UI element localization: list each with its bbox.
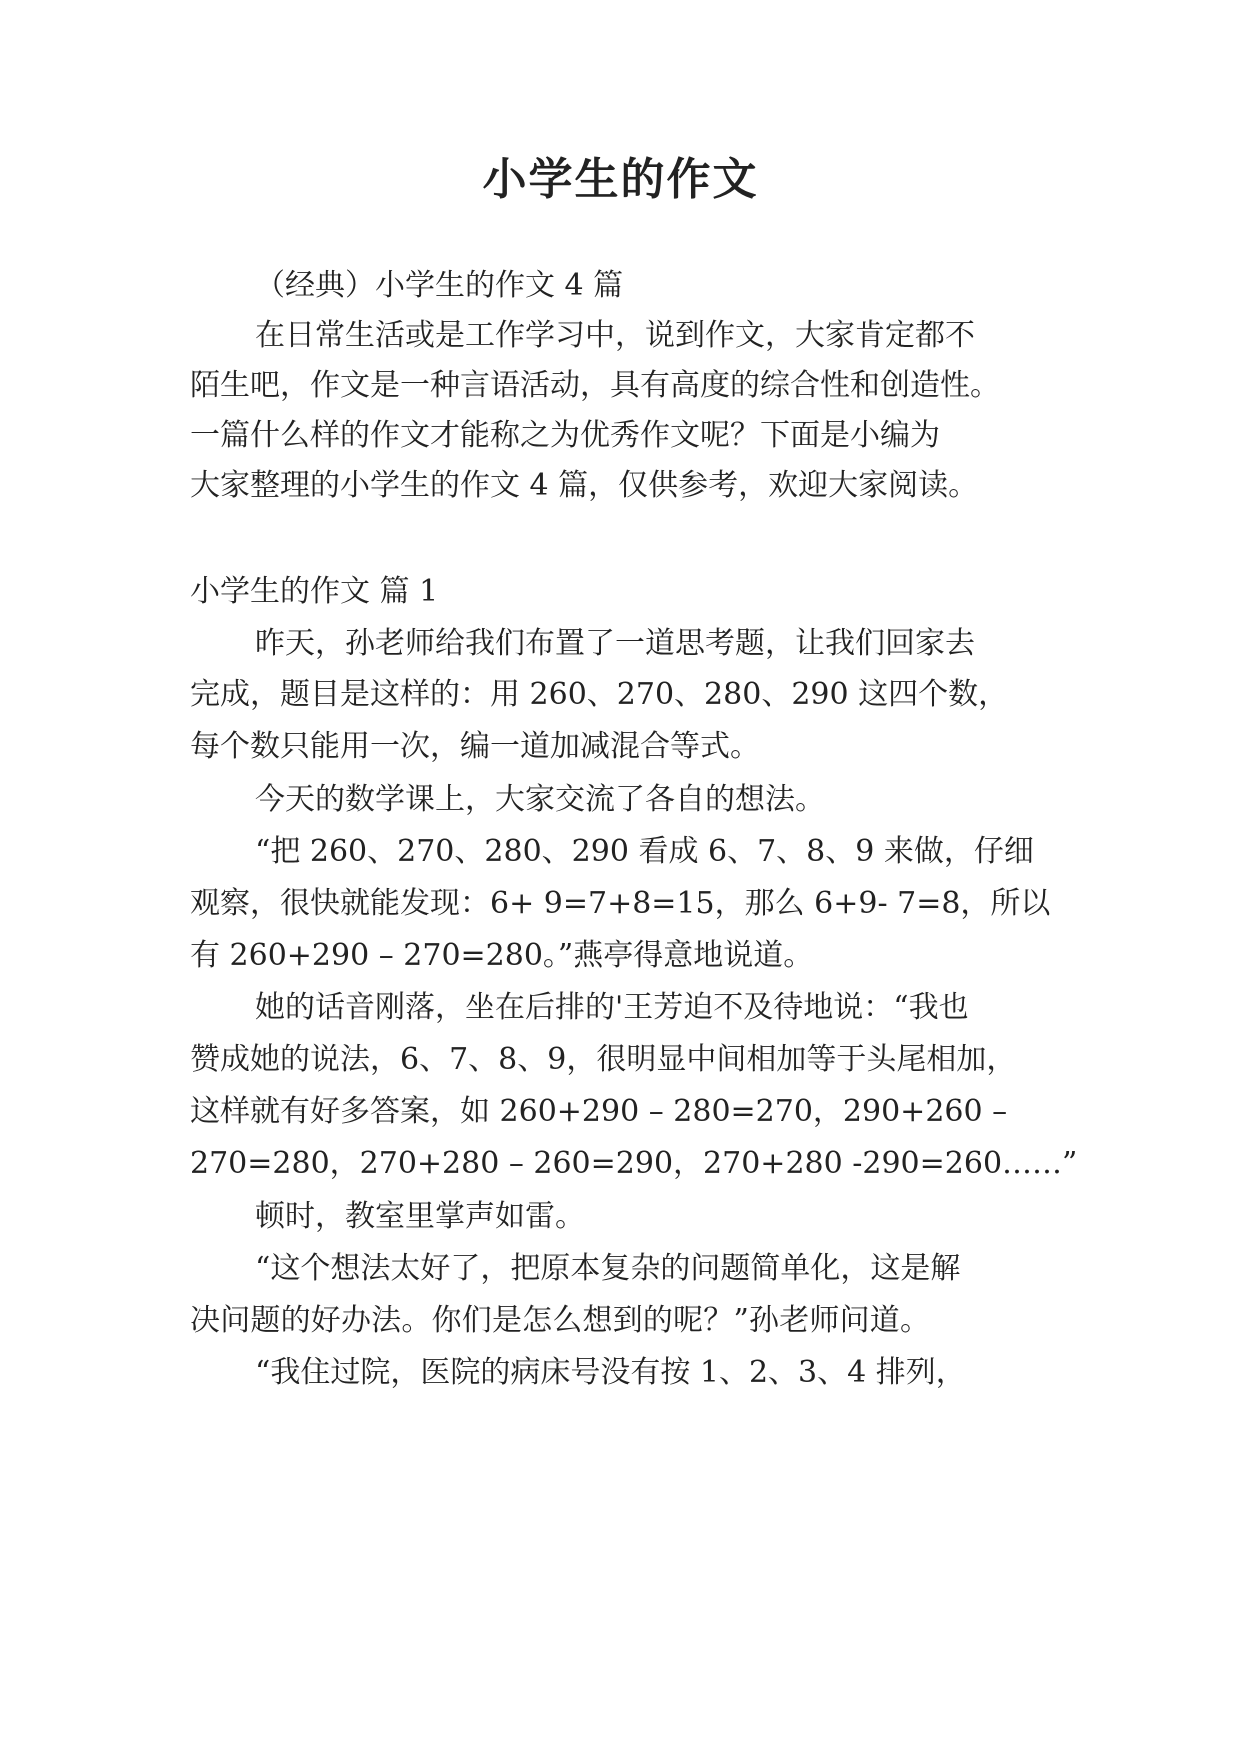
intro-line: 大家整理的小学生的作文 4 篇，仅供参考，欢迎大家阅读。 <box>190 468 979 503</box>
body-line: “这个想法太好了，把原本复杂的问题简单化，这是解 <box>255 1251 961 1286</box>
document-title: 小学生的作文 <box>482 154 759 205</box>
body-line: 她的话音刚落，坐在后排的'王芳迫不及待地说：“我也 <box>255 990 969 1025</box>
body-line: 270=280，270+280 – 260=290，270+280 -290=260……” <box>190 1146 1078 1181</box>
body-line: 完成，题目是这样的：用 260、270、280、290 这四个数， <box>190 677 1009 712</box>
intro-line: 陌生吧，作文是一种言语活动，具有高度的综合性和创造性。 <box>190 368 1000 403</box>
body-line: 决问题的好办法。你们是怎么想到的呢？”孙老师问道。 <box>190 1303 930 1338</box>
section-heading: 小学生的作文 篇 1 <box>190 574 439 609</box>
body-line: 有 260+290 – 270=280。”燕亭得意地说道。 <box>190 938 814 973</box>
intro-line: 在日常生活或是工作学习中，说到作文，大家肯定都不 <box>255 318 975 353</box>
body-line: 今天的数学课上，大家交流了各自的想法。 <box>255 782 825 817</box>
body-line: 每个数只能用一次，编一道加减混合等式。 <box>190 729 760 764</box>
body-line: 昨天，孙老师给我们布置了一道思考题，让我们回家去 <box>255 626 975 661</box>
intro-line: 一篇什么样的作文才能称之为优秀作文呢？下面是小编为 <box>190 418 940 453</box>
document-subtitle: （经典）小学生的作文 4 篇 <box>255 268 624 303</box>
body-line: “我住过院，医院的病床号没有按 1、2、3、4 排列， <box>255 1355 966 1390</box>
body-line: 观察，很快就能发现：6+ 9=7+8=15，那么 6+9- 7=8，所以 <box>190 886 1051 921</box>
body-line: 顿时，教室里掌声如雷。 <box>255 1199 585 1234</box>
body-line: 赞成她的说法，6、7、8、9，很明显中间相加等于头尾相加， <box>190 1042 1017 1077</box>
body-line: 这样就有好多答案，如 260+290 – 280=270，290+260 – <box>190 1094 1008 1129</box>
body-line: “把 260、270、280、290 看成 6、7、8、9 来做，仔细 <box>255 834 1034 869</box>
